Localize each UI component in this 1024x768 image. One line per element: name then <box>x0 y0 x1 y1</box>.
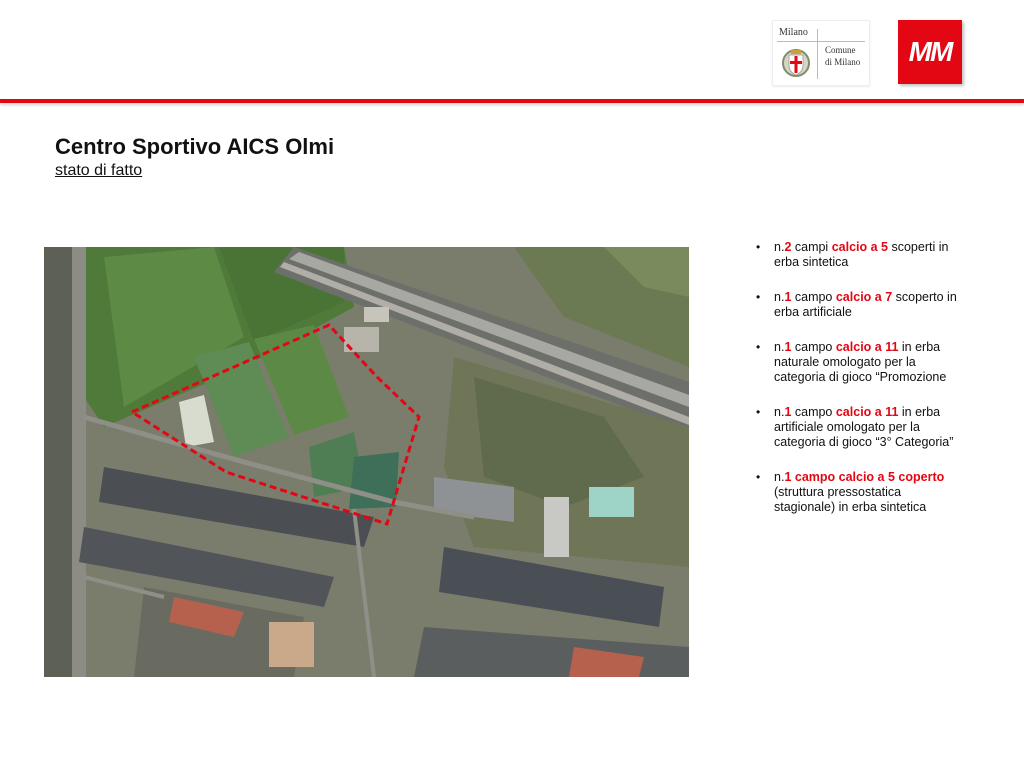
header-red-rule <box>0 99 1024 103</box>
list-item: • n.1 campo calcio a 11 in erba artificiale omologato per la categoria di gioco “3° Categoria” <box>754 405 964 450</box>
milan-emblem-icon <box>781 47 811 79</box>
list-item: • n.1 campo calcio a 5 coperto (struttura pressostatica stagionale) in erba sintetica <box>754 470 964 515</box>
aerial-photo <box>44 247 689 677</box>
logo-comune-text: Comune <box>825 45 856 55</box>
list-item: • n.1 campo calcio a 11 in erba naturale omologato per la categoria di gioco “Promozione <box>754 340 964 385</box>
logo-divider <box>777 41 865 42</box>
list-item: • n.1 campo calcio a 7 scoperto in erba artificiale <box>754 290 964 320</box>
header-bar <box>0 0 1024 100</box>
comune-di-milano-logo <box>772 20 870 86</box>
logo-vertical-divider <box>817 29 818 79</box>
page-subtitle: stato di fatto <box>55 162 143 179</box>
aerial-photo-icon <box>44 247 689 677</box>
logo-city-text: Milano <box>779 27 808 38</box>
logo-dimilano-text: di Milano <box>825 57 861 67</box>
mm-logo: MM <box>898 20 962 84</box>
list-item: • n.2 campi calcio a 5 scoperti in erba sintetica <box>754 240 964 270</box>
page-title: Centro Sportivo AICS Olmi <box>55 134 335 159</box>
features-list <box>754 240 964 535</box>
